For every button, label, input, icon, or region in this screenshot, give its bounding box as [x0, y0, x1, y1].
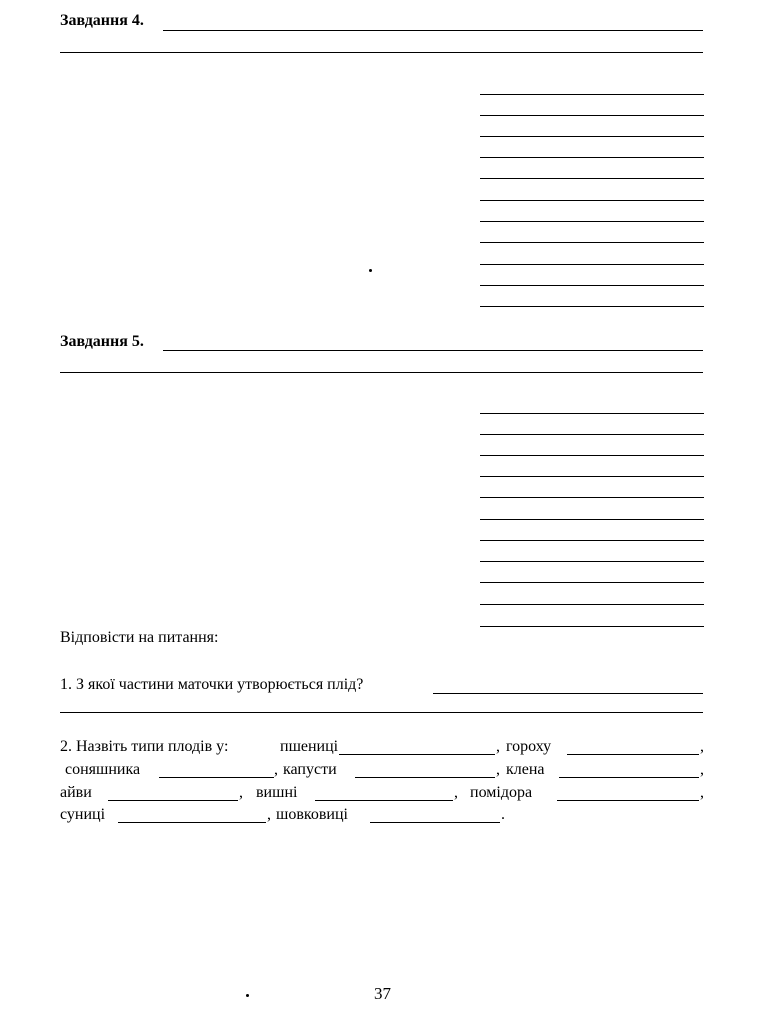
answer-blank[interactable]: [567, 754, 699, 755]
label-line[interactable]: [480, 285, 704, 286]
label-line[interactable]: [480, 476, 704, 477]
answer-blank[interactable]: [370, 822, 500, 823]
comma: ,: [274, 761, 278, 778]
question-2-prefix: 2. Назвіть типи плодів у:: [60, 738, 229, 755]
label-line[interactable]: [480, 157, 704, 158]
fruit-pomidora: помідора: [470, 784, 533, 801]
questions-heading: Відповісти на питання:: [60, 629, 219, 646]
fruit-aivy: айви: [60, 784, 92, 801]
task4-answer-line-2[interactable]: [60, 52, 703, 53]
fruit-soniashnyka: соняшника: [65, 761, 141, 778]
page-number: 37: [374, 984, 391, 1003]
label-line[interactable]: [480, 434, 704, 435]
label-line[interactable]: [480, 221, 704, 222]
answer-blank[interactable]: [108, 800, 238, 801]
answer-blank[interactable]: [557, 800, 699, 801]
label-line[interactable]: [480, 136, 704, 137]
label-line[interactable]: [480, 264, 704, 265]
task5-title: Завдання 5.: [60, 333, 144, 350]
answer-blank[interactable]: [355, 777, 495, 778]
task5-answer-line[interactable]: [163, 350, 703, 351]
comma: ,: [700, 761, 704, 778]
label-line[interactable]: [480, 94, 704, 95]
answer-blank[interactable]: [118, 822, 266, 823]
label-line[interactable]: [480, 561, 704, 562]
fruit-shovkovytsi: шовковиці: [276, 806, 348, 823]
comma: ,: [267, 806, 271, 823]
label-line[interactable]: [480, 540, 704, 541]
fruit-gorokhu: гороху: [506, 738, 552, 755]
task4-title: Завдання 4.: [60, 12, 144, 29]
comma: ,: [700, 784, 704, 801]
speck: [246, 994, 249, 997]
task4-answer-line[interactable]: [163, 30, 703, 31]
comma: ,: [496, 738, 500, 755]
fruit-pshenytsi: пшениці: [280, 738, 339, 755]
comma: ,: [454, 784, 458, 801]
label-line[interactable]: [480, 519, 704, 520]
comma: ,: [496, 761, 500, 778]
fruit-vyshni: вишні: [256, 784, 298, 801]
q1-answer-line[interactable]: [433, 693, 703, 694]
fruit-klena: клена: [506, 761, 545, 778]
label-line[interactable]: [480, 604, 704, 605]
label-line[interactable]: [480, 455, 704, 456]
label-line[interactable]: [480, 626, 704, 627]
label-line[interactable]: [480, 413, 704, 414]
question-1: 1. З якої частини маточки утворюється плід?: [60, 676, 364, 693]
comma: ,: [239, 784, 243, 801]
task5-answer-line-2[interactable]: [60, 372, 703, 373]
label-line[interactable]: [480, 582, 704, 583]
answer-blank[interactable]: [159, 777, 274, 778]
answer-blank[interactable]: [315, 800, 453, 801]
fruit-kapusty: капусти: [283, 761, 337, 778]
q1-answer-line-2[interactable]: [60, 712, 703, 713]
label-line[interactable]: [480, 115, 704, 116]
comma: ,: [700, 738, 704, 755]
label-line[interactable]: [480, 306, 704, 307]
answer-blank[interactable]: [559, 777, 699, 778]
label-line[interactable]: [480, 242, 704, 243]
answer-blank[interactable]: [339, 754, 495, 755]
period: .: [501, 806, 505, 823]
label-line[interactable]: [480, 200, 704, 201]
fruit-sunytsi: суниці: [60, 806, 106, 823]
label-line[interactable]: [480, 497, 704, 498]
speck: [369, 269, 372, 272]
label-line[interactable]: [480, 178, 704, 179]
